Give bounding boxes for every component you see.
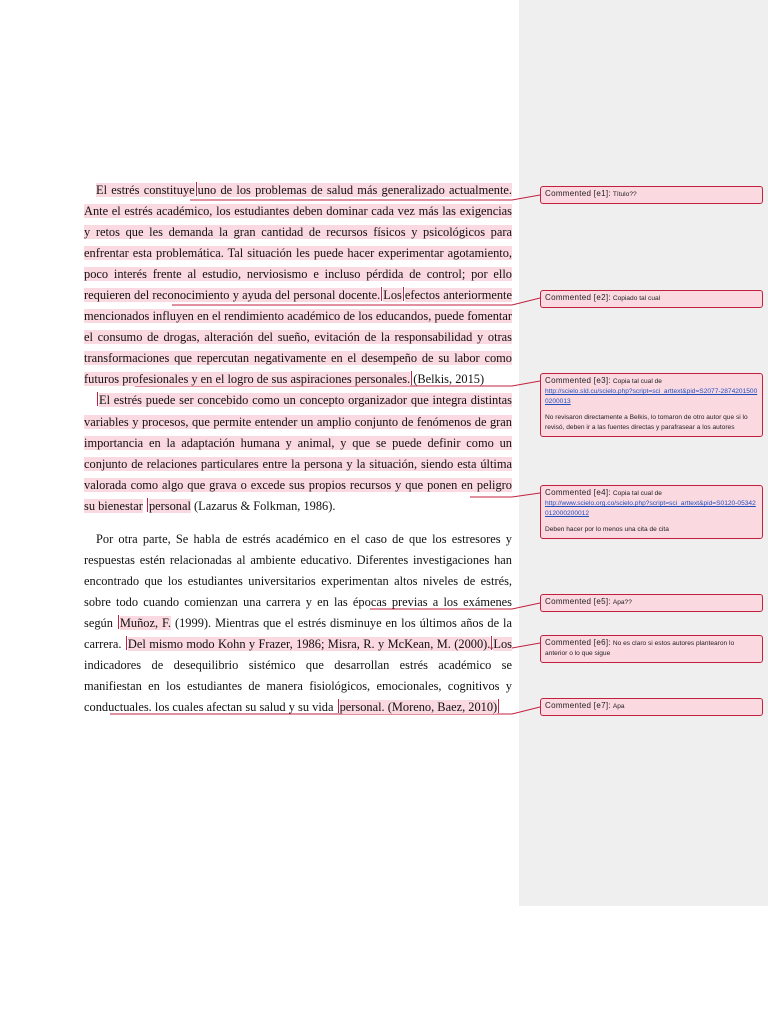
comment-note: No revisaron directamente a Belkis, lo tomaron de otro autor que si lo revisó, deben ir a las fuentes directas y parafrasear a los autores — [545, 414, 748, 431]
paragraph-2 — [84, 390, 512, 516]
paragraph-3-text: Por otra parte, Se habla de estrés académico en el caso de que los estresores y respuestas estén relacionadas al ambiente educativo. Diferentes investigaciones han encontrado que los estudiantes universitarios experimentan altos niveles de estrés, sobre todo cuando comienzan una carrera y en las épocas previas a los exámenes según — [84, 531, 512, 630]
highlight-e2[interactable]: Los — [383, 288, 402, 303]
comment-header: Commented [e5]: — [545, 597, 611, 606]
highlight-e6[interactable]: Del mismo modo Kohn y Frazer, 1986; Misra, R. y McKean, M. (2000). — [127, 636, 491, 651]
comment-text: Copia tal cual de — [612, 490, 662, 497]
paragraph-1 — [84, 180, 512, 390]
comment-anchor-e2-start[interactable] — [403, 287, 404, 301]
comment-e1[interactable] — [540, 186, 763, 204]
comment-anchor-e3-start[interactable] — [97, 392, 98, 406]
comment-e4[interactable] — [540, 485, 763, 539]
highlight-e1[interactable]: El estrés constituye — [96, 183, 195, 197]
comment-link[interactable]: http://www.scielo.org.co/scielo.php?script=sci_arttext&pid=S0120-05342012000200012 — [545, 500, 756, 517]
comment-header: Commented [e4]: — [545, 488, 611, 497]
paragraph-2-text: El estrés puede ser concebido como un concepto organizador que integra distintas variables y procesos, que permite entender un amplio conjunto de fenómenos de gran importancia en la adaptación humana y animal, y que se puede definir como un conjunto de relaciones particulares entre la persona y la situación, siendo esta última valorada como algo que grava o excede sus propios recursos y que ponen en peligro su bienestar — [84, 393, 512, 513]
document-body — [84, 180, 512, 718]
comment-header: Commented [e7]: — [545, 701, 611, 710]
comment-e7[interactable] — [540, 698, 763, 716]
comment-text: Apa?? — [612, 599, 632, 606]
comment-e2[interactable] — [540, 290, 763, 308]
comment-note: Deben hacer por lo menos una cita de cita — [545, 526, 669, 533]
citation-belkis: (Belkis, 2015) — [413, 372, 485, 387]
highlight-e4[interactable]: personal — [148, 498, 191, 513]
comment-text: Copia tal cual de — [612, 378, 662, 385]
comment-anchor-e4[interactable] — [147, 498, 148, 512]
comments-pane — [519, 0, 768, 906]
comment-header: Commented [e1]: — [545, 189, 611, 198]
highlight-e5[interactable]: Muñoz, F. — [119, 615, 172, 630]
comment-text: Título?? — [612, 191, 637, 198]
highlight-e7[interactable]: personal. (Moreno, Baez, 2010) — [339, 700, 498, 715]
highlight-e6-los[interactable]: Los — [493, 636, 512, 651]
comment-e6[interactable] — [540, 635, 763, 663]
comment-header: Commented [e3]: — [545, 376, 611, 385]
comment-anchor-e7[interactable] — [498, 699, 499, 713]
comment-anchor-e7-start[interactable] — [338, 699, 339, 713]
comment-text: Apa — [612, 703, 625, 710]
comment-header: Commented [e2]: — [545, 293, 611, 302]
citation-lazarus: (Lazarus & Folkman, 1986). — [194, 498, 336, 513]
comment-e5[interactable] — [540, 594, 763, 612]
comment-text: Copiado tal cual — [612, 295, 661, 302]
paragraph-1-text: uno de los problemas de salud más generalizado actualmente. Ante el estrés académico, los estudiantes deben dominar cada vez más las exigencias y retos que les demanda la gran cantidad de recursos físicos y psicológicos para enfrentar esta problemática. Tal situación les puede hacer experimentar agotamiento, poco interés frente al estudio, nerviosismo e incluso pérdida de control; por ello requieren del reconocimiento y ayuda del personal docente. — [84, 183, 512, 303]
comment-anchor-e5[interactable] — [118, 615, 119, 629]
paragraph-3-text-3: indicadores de desequilibrio sistémico que desarrollan estrés académico se manifiestan en los estudiantes de manera fisiológicos, emocionales, cognitivos y conductuales. los cuales afectan su salud y su vida — [84, 658, 512, 715]
paragraph-3-text-2: (1999). Mientras que el estrés disminuye en los últimos años de la carrera. — [84, 615, 512, 651]
comment-text: No es claro si estos autores plantearon lo anterior o lo que sigue — [545, 640, 735, 657]
comment-anchor-e6-start[interactable] — [126, 636, 127, 650]
comment-e3[interactable] — [540, 373, 763, 437]
comment-header: Commented [e6]: — [545, 638, 611, 647]
comment-link[interactable]: http://scielo.sld.cu/scielo.php?script=sci_arttext&pid=S2077-28742015000200013 — [545, 388, 758, 405]
comment-anchor-e1[interactable] — [196, 182, 197, 196]
paragraph-3 — [84, 529, 512, 718]
paragraph-1-text-2: efectos anteriormente mencionados influyen en el rendimiento académico de los educandos, puede fomentar el consumo de drogas, alteración del sueño, evitación de la responsabilidad y otras transformaciones que repercutan negativamente en el desempeño de su labor como futuros profesionales y en el logro de sus aspiraciones personales. — [84, 288, 512, 387]
